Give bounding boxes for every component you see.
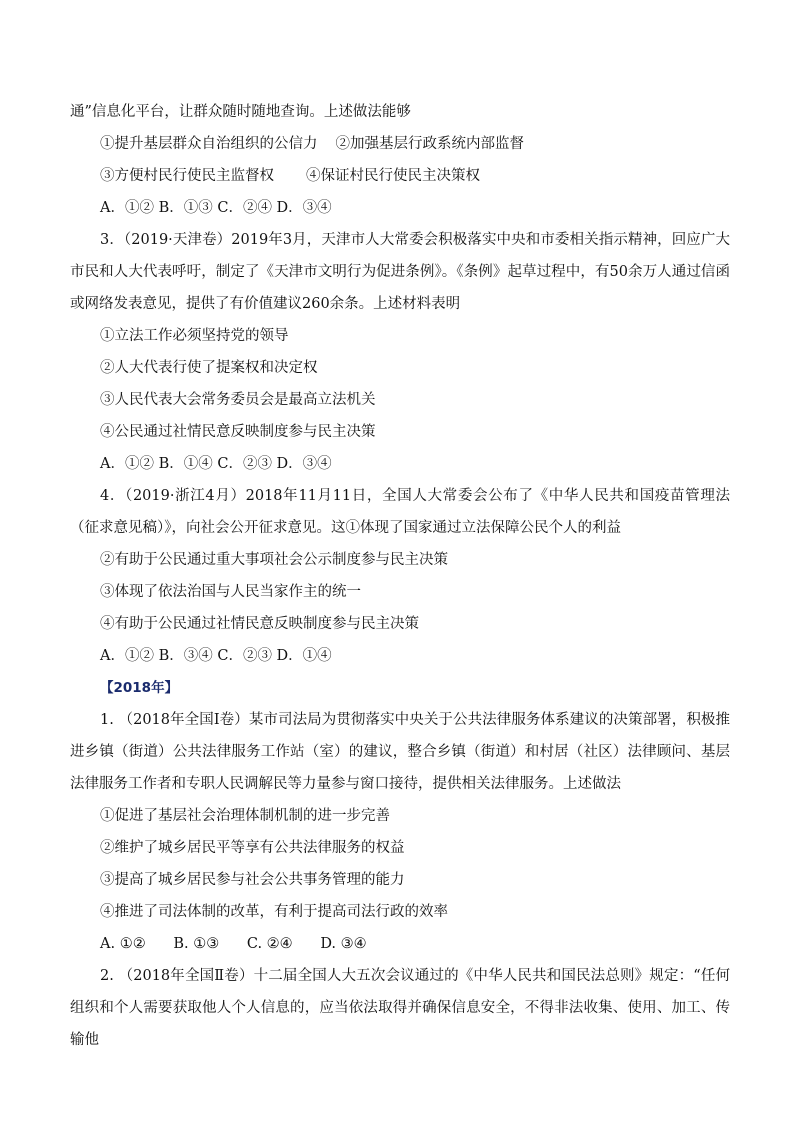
q1-2018-stem: 1. （2018年全国Ⅰ卷）某市司法局为贯彻落实中央关于公共法律服务体系建议的决策部署，积极推进乡镇（街道）公共法律服务工作站（室）的建议，整合乡镇（街道）和村居（社区）法律顾问、基层法律服务工作者和专职人民调解民等力量参与窗口接待，提供相关法律服务。上述做法 [70,712,730,792]
q1-2018-option-1: ①促进了基层社会治理体制机制的进一步完善 [100,808,390,824]
q3-option-2: ②人大代表行使了提案权和决定权 [100,360,318,376]
q3-answer-choices: A．①② B．①④ C．②③ D．③④ [100,456,332,472]
q4-option-4: ④有助于公民通过社情民意反映制度参与民主决策 [100,616,419,632]
q2-option-3: ③方便村民行使民主监督权 [100,168,274,184]
q3-option-1: ①立法工作必须坚持党的领导 [100,328,289,344]
q4-option-3: ③体现了依法治国与人民当家作主的统一 [100,584,361,600]
q3-option-4: ④公民通过社情民意反映制度参与民主决策 [100,424,376,440]
q1-2018-option-4: ④推进了司法体制的改革，有利于提高司法行政的效率 [100,904,448,920]
q1-2018-option-2: ②维护了城乡居民平等享有公共法律服务的权益 [100,840,405,856]
q4-option-2: ②有助于公民通过重大事项社会公示制度参与民主决策 [100,552,448,568]
q1-2018-answer-choices: A. ①② B. ①③ C. ②④ D. ③④ [100,936,367,952]
q2-2018-stem: 2. （2018年全国Ⅱ卷）十二届全国人大五次会议通过的《中华人民共和国民法总则》规定：“任何组织和个人需要获取他人个人信息的，应当依法取得并确保信息安全，不得非法收集、使用、加工、传输他 [70,968,730,1048]
section-heading-2018: 【2018年】 [100,680,179,696]
q2-options-row-2 [70,160,730,192]
q2-option-2: ②加强基层行政系统内部监督 [335,136,524,152]
q2-answer-choices: A．①② B．①③ C．②④ D．③④ [100,200,332,216]
document-page [70,96,730,1056]
q4-answer-choices: A．①② B．③④ C．②③ D．①④ [100,648,332,664]
q2-options-row-1 [70,128,730,160]
q2-continuation-line: 通”信息化平台，让群众随时随地查询。上述做法能够 [70,104,411,120]
q2-option-4: ④保证村民行使民主决策权 [306,168,480,184]
q1-2018-option-3: ③提高了城乡居民参与社会公共事务管理的能力 [100,872,405,888]
q3-option-3: ③人民代表大会常务委员会是最高立法机关 [100,392,376,408]
q4-stem: 4．（2019·浙江4月）2018年11月11日，全国人大常委会公布了《中华人民共和国疫苗管理法（征求意见稿）》，向社会公开征求意见。这①体现了国家通过立法保障公民个人的利益 [70,488,730,536]
q3-stem: 3．（2019·天津卷）2019年3月，天津市人大常委会积极落实中央和市委相关指示精神，回应广大市民和人大代表呼吁，制定了《天津市文明行为促进条例》。《条例》起草过程中，有50余万人通过信函或网络发表意见，提供了有价值建议260余条。上述材料表明 [70,232,730,312]
q2-option-1: ①提升基层群众自治组织的公信力 [100,136,318,152]
